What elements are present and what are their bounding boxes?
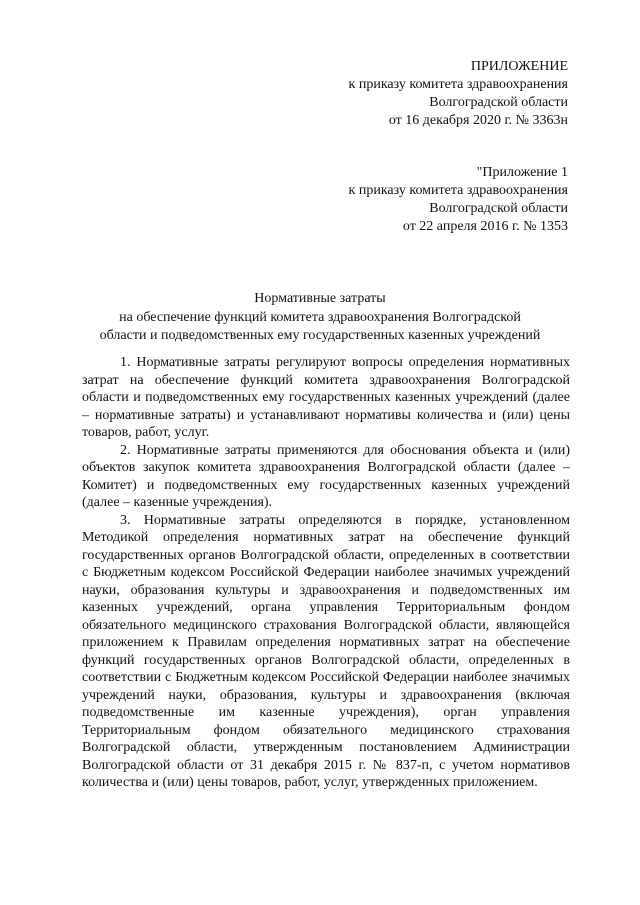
appendix-title: ПРИЛОЖЕНИЕ bbox=[470, 59, 568, 74]
paragraph-2: 2. Нормативные затраты применяются для обоснования объекта и (или) объектов закупок комитета здравоохранения Волгоградской области (далее – Комитет) и подведомственных ему государственных казенных учреждений (далее – казенные учреждения). bbox=[82, 442, 570, 510]
original-appendix-date: от 22 апреля 2016 г. № 1353 bbox=[402, 219, 568, 234]
appendix-date: от 16 декабря 2020 г. № 3363н bbox=[388, 113, 568, 128]
title-line: Нормативные затраты bbox=[254, 291, 386, 306]
document-body bbox=[82, 354, 570, 792]
paragraph-3: 3. Нормативные затраты определяются в порядке, установленном Методикой определения нормативных затрат на обеспечение функций государственных органов Волгоградской области, определенных в соответствии с Бюджетным кодексом Российской Федерации наиболее значимых учреждений науки, образования культуры и здравоохранения и подведомственных им казенных учреждений, органа управления Территориальным фондом обязательного медицинского страхования Волгоградской области, являющейся приложением к Правилам определения нормативных затрат на обеспечение функций государственных органов Волгоградской области, определенных в соответствии с Бюджетным кодексом Российской Федерации наиболее значимых учреждений науки, образования, культуры и здравоохранения (включая подведомственные им казенные учреждения), орган управления Территориальным фондом обязательного медицинского страхования Волгоградской области, утвержденным постановлением Администрации Волгоградской области от 31 декабря 2015 г. № 837-п, с учетом нормативов количества и (или) цены товаров, работ, услуг, утвержденных приложением. bbox=[82, 512, 570, 790]
title-line: области и подведомственных ему государственных казенных учреждений bbox=[99, 328, 541, 343]
appendix-line: Волгоградской области bbox=[429, 95, 568, 110]
original-appendix-title: "Приложение 1 bbox=[476, 165, 568, 180]
title-line: на обеспечение функций комитета здравоохранения Волгоградской bbox=[119, 309, 521, 325]
document-title bbox=[80, 290, 560, 346]
original-appendix-line: Волгоградской области bbox=[429, 201, 568, 216]
original-appendix-line: к приказу комитета здравоохранения bbox=[348, 183, 568, 198]
original-appendix-stamp bbox=[349, 164, 568, 236]
appendix-line: к приказу комитета здравоохранения bbox=[348, 77, 568, 92]
paragraph-1: 1. Нормативные затраты регулируют вопросы определения нормативных затрат на обеспечение функций комитета здравоохранения Волгоградской области и подведомственных ему государственных казенных учреждений (далее – нормативные затраты) и устанавливают нормативы количества и (или) цены товаров, работ, услуг. bbox=[82, 355, 570, 440]
appendix-stamp bbox=[349, 58, 568, 130]
